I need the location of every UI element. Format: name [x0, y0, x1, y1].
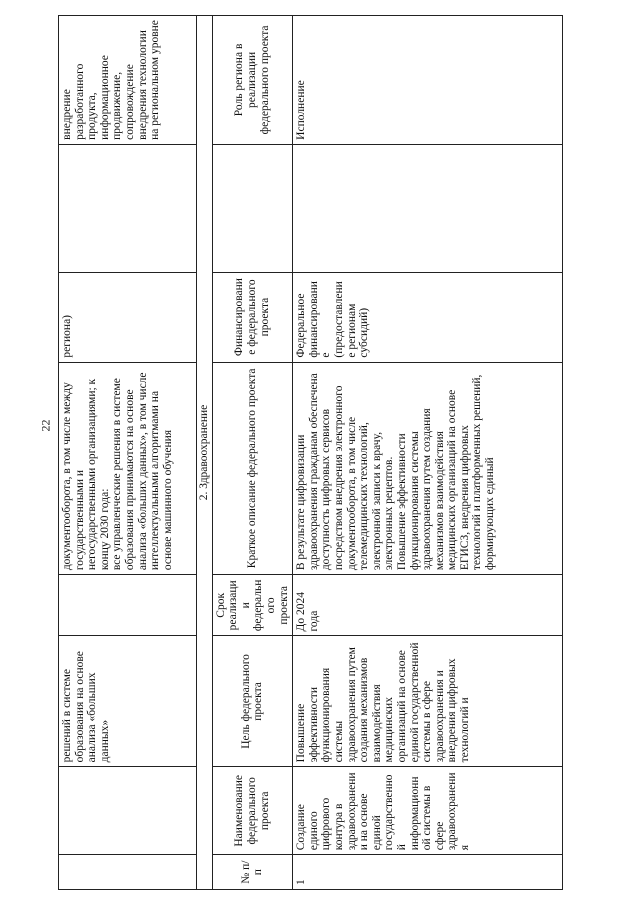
- table-row: [293, 16, 563, 890]
- cell-continuation-region-role: внедрение разработанного продукта, информационное продвижение, сопровождение внедрения технологии на региональном уровне: [59, 16, 197, 145]
- cell-empty: [59, 855, 197, 890]
- cell-continuation-description: документооборота, в том числе между государственными и негосударственными организациями; к концу 2030 года: все управленческие решения в системе образования принимаются на основе анализа «больших данных», в том числе интеллектуальными алгоритмами на основе машинного обучения: [59, 362, 197, 575]
- cell-empty: [293, 144, 563, 272]
- section-title: 2. Здравоохранение: [197, 16, 213, 890]
- header-goal: Цель федерального проекта: [212, 636, 293, 767]
- cell-region-role: Исполнение: [293, 16, 563, 145]
- header-number: № п/п: [212, 855, 293, 890]
- table-row-section: [197, 16, 213, 890]
- header-term: Срок реализации федерального проекта: [212, 575, 293, 636]
- cell-continuation-financing: региона): [59, 272, 197, 362]
- cell-number: 1: [293, 855, 563, 890]
- cell-project-goal: Повышение эффективности функционирования системы здравоохранения путем создания механизмов взаимодействия медицинских организаций на основе единой государственной системы в сфере здравоохранения и внедрения цифровых технологий и: [293, 636, 563, 767]
- cell-continuation-goal: решений в системе образования на основе анализа «больших данных»: [59, 636, 197, 767]
- table-header-row: [212, 16, 293, 890]
- table-row-continuation: [59, 16, 197, 890]
- cell-project-financing: Федеральное финансирование (предоставление регионам субсидий): [293, 272, 563, 362]
- cell-project-description: В результате цифровизации здравоохранения гражданам обеспечена доступность цифровых сервисов посредством внедрения электронного документооборота, в том числе телемедицинских технологий, электронной записи к врачу, электронных рецептов. Повышение эффективности функционирования системы здравоохранения путем создания механизмов взаимодействия медицинских организаций на основе ЕГИСЗ, внедрения цифровых технологий и платформенных решений, формирующих единый: [293, 362, 563, 575]
- rotated-page-content: [58, 15, 558, 890]
- cell-empty: [59, 575, 197, 636]
- header-name: Наименование федерального проекта: [212, 767, 293, 855]
- cell-empty: [59, 144, 197, 272]
- cell-project-name: Создание единого цифрового контура в здравоохранении на основе единой государственной информационной системы в сфере здравоохранения: [293, 767, 563, 855]
- header-description: Краткое описание федерального проекта: [212, 362, 293, 575]
- header-financing: Финансирование федерального проекта: [212, 272, 293, 362]
- header-region-role: Роль региона в реализации федерального проекта: [212, 16, 293, 145]
- cell-empty: [59, 767, 197, 855]
- federal-projects-table: [58, 15, 563, 890]
- page-number: 22: [38, 419, 53, 432]
- cell-project-term: До 2024 года: [293, 575, 563, 636]
- header-empty: [212, 144, 293, 272]
